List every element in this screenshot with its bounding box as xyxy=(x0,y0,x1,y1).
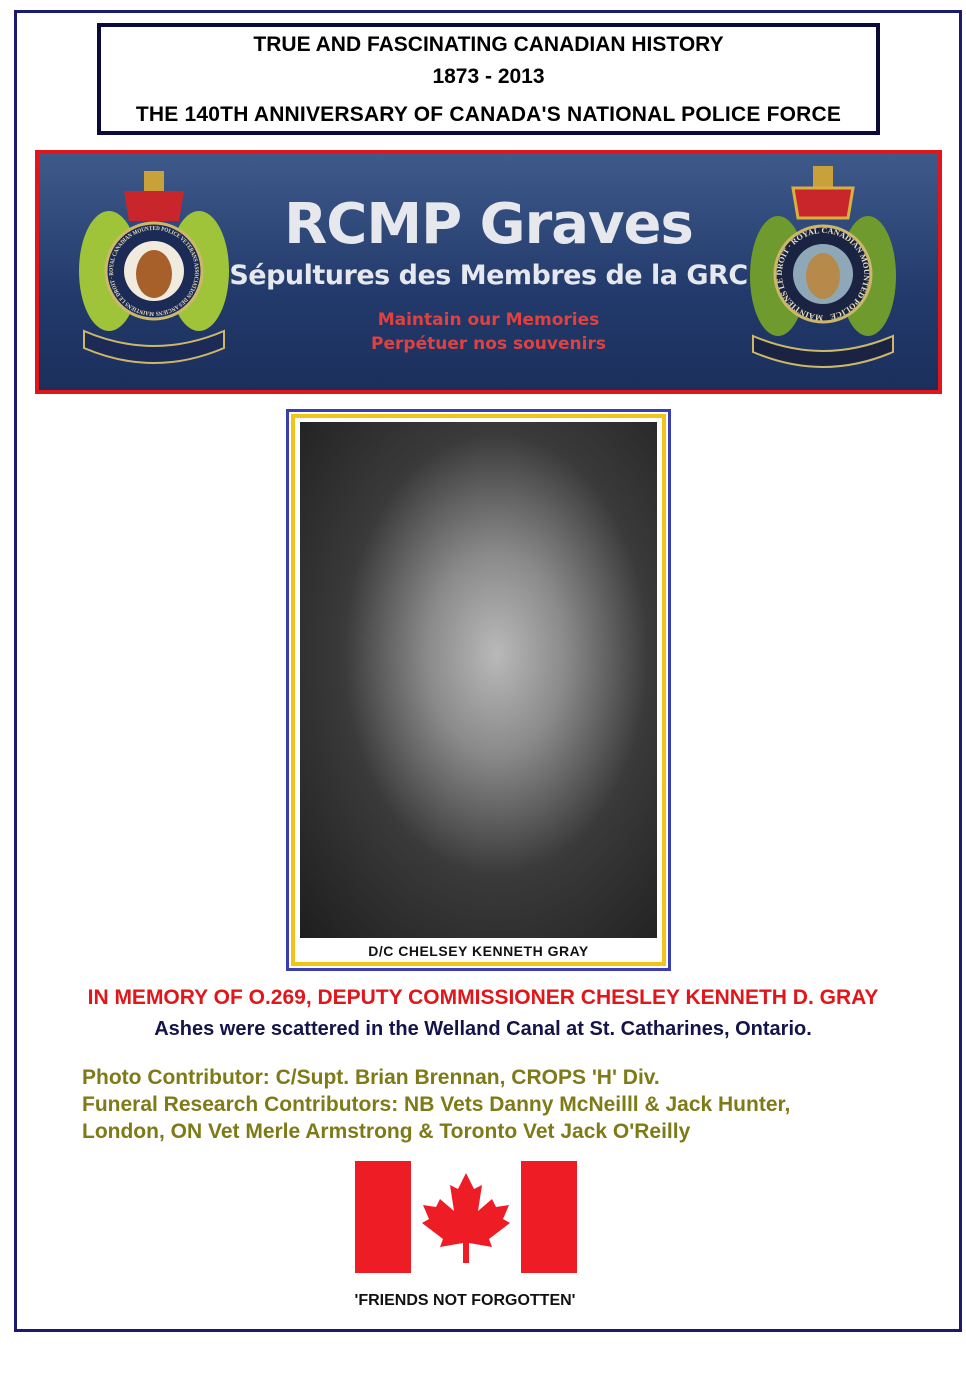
banner-subtitle: Sépultures des Membres de la GRC xyxy=(229,260,748,291)
credit-line: Funeral Research Contributors: NB Vets Danny McNeilll & Jack Hunter, xyxy=(82,1093,791,1116)
header-years: 1873 - 2013 xyxy=(432,65,545,88)
footer-motto: 'FRIENDS NOT FORGOTTEN' xyxy=(354,1292,576,1309)
left-emblem-lettering: MAINTIENS LE DROIT · ROYAL CANADIAN MOUNTED POLICE VETERANS ASSOCIATION DES ANCIENS xyxy=(108,225,200,317)
portrait-caption: D/C CHELSEY KENNETH GRAY xyxy=(368,943,589,959)
portrait-photo xyxy=(300,422,657,938)
header-line-3: THE 140TH ANNIVERSARY OF CANADA'S NATIONAL POLICE FORCE xyxy=(135,103,842,126)
credit-line: London, ON Vet Merle Armstrong & Toronto Vet Jack O'Reilly xyxy=(82,1120,691,1143)
banner-tagline-en: Maintain our Memories xyxy=(377,310,600,330)
credit-line: Photo Contributor: C/Supt. Brian Brennan, CROPS 'H' Div. xyxy=(82,1066,660,1089)
in-memory-heading: IN MEMORY OF O.269, DEPUTY COMMISSIONER CHESLEY KENNETH D. GRAY xyxy=(87,986,879,1009)
ashes-note: Ashes were scattered in the Welland Canal at St. Catharines, Ontario. xyxy=(154,1018,812,1040)
right-emblem-lettering: MAINTIENS LE DROIT · ROYAL CANADIAN MOUNTED POLICE xyxy=(774,225,872,323)
credits xyxy=(82,1064,790,1145)
canadian-flag-icon xyxy=(355,1161,577,1273)
banner-tagline-fr: Perpétuer nos souvenirs xyxy=(371,334,606,354)
portrait-frame xyxy=(286,409,671,971)
banner-title: RCMP Graves xyxy=(284,192,693,257)
rcmp-graves-banner xyxy=(35,150,942,394)
header-line-1: TRUE AND FASCINATING CANADIAN HISTORY xyxy=(253,33,724,56)
history-header-box xyxy=(97,23,880,135)
